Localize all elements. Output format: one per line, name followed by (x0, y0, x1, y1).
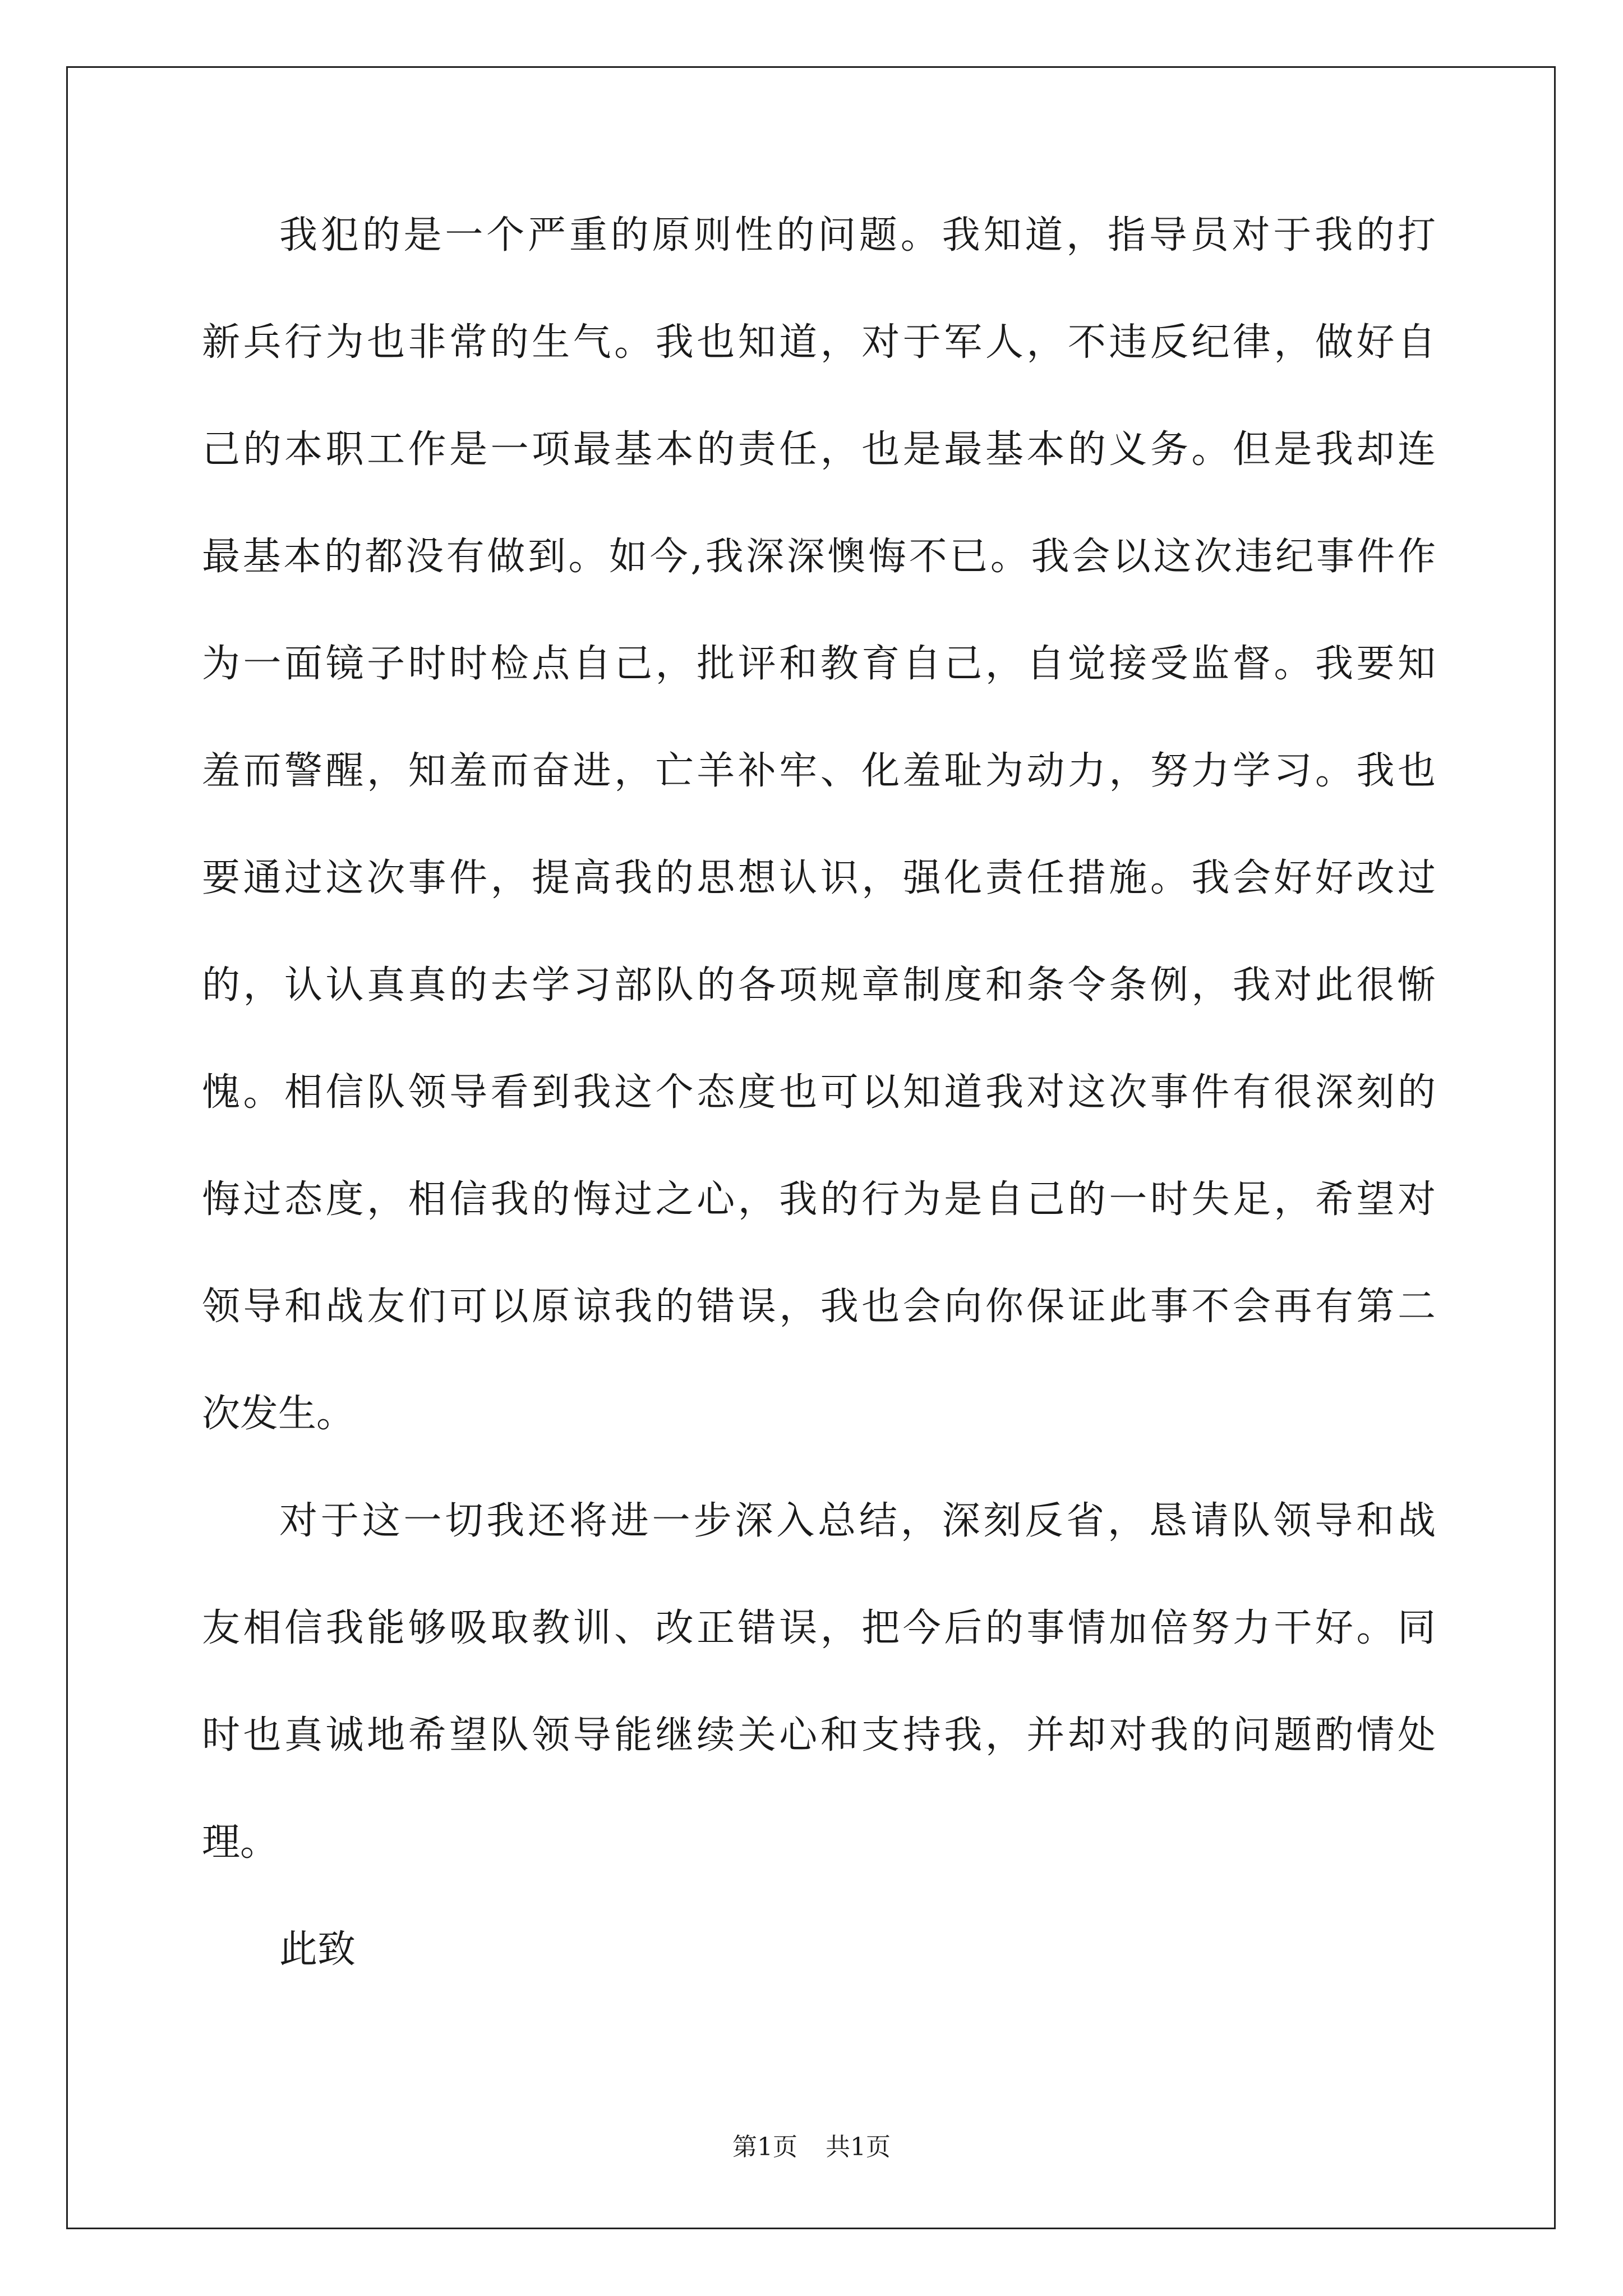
paragraph-2-line-4: 理。 (202, 1820, 279, 1865)
page-number-current: 第1页 (732, 2133, 797, 2161)
paragraph-1-line-3: 己的本职工作是一项最基本的责任，也是最基本的义务。但是我却连 (202, 427, 1436, 472)
document-body (202, 208, 1436, 2029)
paragraph-1-line-11: 领导和战友们可以原谅我的错误，我也会向你保证此事不会再有第二 (202, 1285, 1436, 1329)
paragraph-1-line-1: 我犯的是一个严重的原则性的问题。我知道，指导员对于我的打 (279, 213, 1436, 257)
paragraph-2-line-3: 时也真诚地希望队领导能继续关心和支持我，并却对我的问题酌情处 (202, 1713, 1436, 1757)
page-number-total: 共1页 (826, 2133, 891, 2161)
closing-salutation: 此致 (279, 1927, 356, 1972)
paragraph-1-line-2: 新兵行为也非常的生气。我也知道，对于军人，不违反纪律，做好自 (202, 320, 1436, 365)
paragraph-1-line-6: 羞而警醒，知羞而奋进，亡羊补牢、化羞耻为动力，努力学习。我也 (202, 749, 1436, 793)
paragraph-1-line-4: 最基本的都没有做到。如今,我深深懊悔不已。我会以这次违纪事件作 (202, 535, 1436, 579)
page-footer (0, 2131, 1623, 2164)
paragraph-1-line-7: 要通过这次事件，提高我的思想认识，强化责任措施。我会好好改过 (202, 856, 1436, 900)
paragraph-1-line-10: 悔过态度，相信我的悔过之心，我的行为是自己的一时失足，希望对 (202, 1177, 1436, 1222)
paragraph-1-line-5: 为一面镜子时时检点自己，批评和教育自己，自觉接受监督。我要知 (202, 642, 1436, 686)
paragraph-2-line-2: 友相信我能够吸取教训、改正错误，把今后的事情加倍努力干好。同 (202, 1606, 1436, 1650)
paragraph-2-line-1: 对于这一切我还将进一步深入总结，深刻反省，恳请队领导和战 (279, 1499, 1436, 1543)
paragraph-1-line-12: 次发生。 (202, 1392, 355, 1436)
paragraph-1-line-9: 愧。相信队领导看到我这个态度也可以知道我对这次事件有很深刻的 (202, 1070, 1436, 1115)
paragraph-1-line-8: 的，认认真真的去学习部队的各项规章制度和条令条例，我对此很惭 (202, 963, 1436, 1007)
